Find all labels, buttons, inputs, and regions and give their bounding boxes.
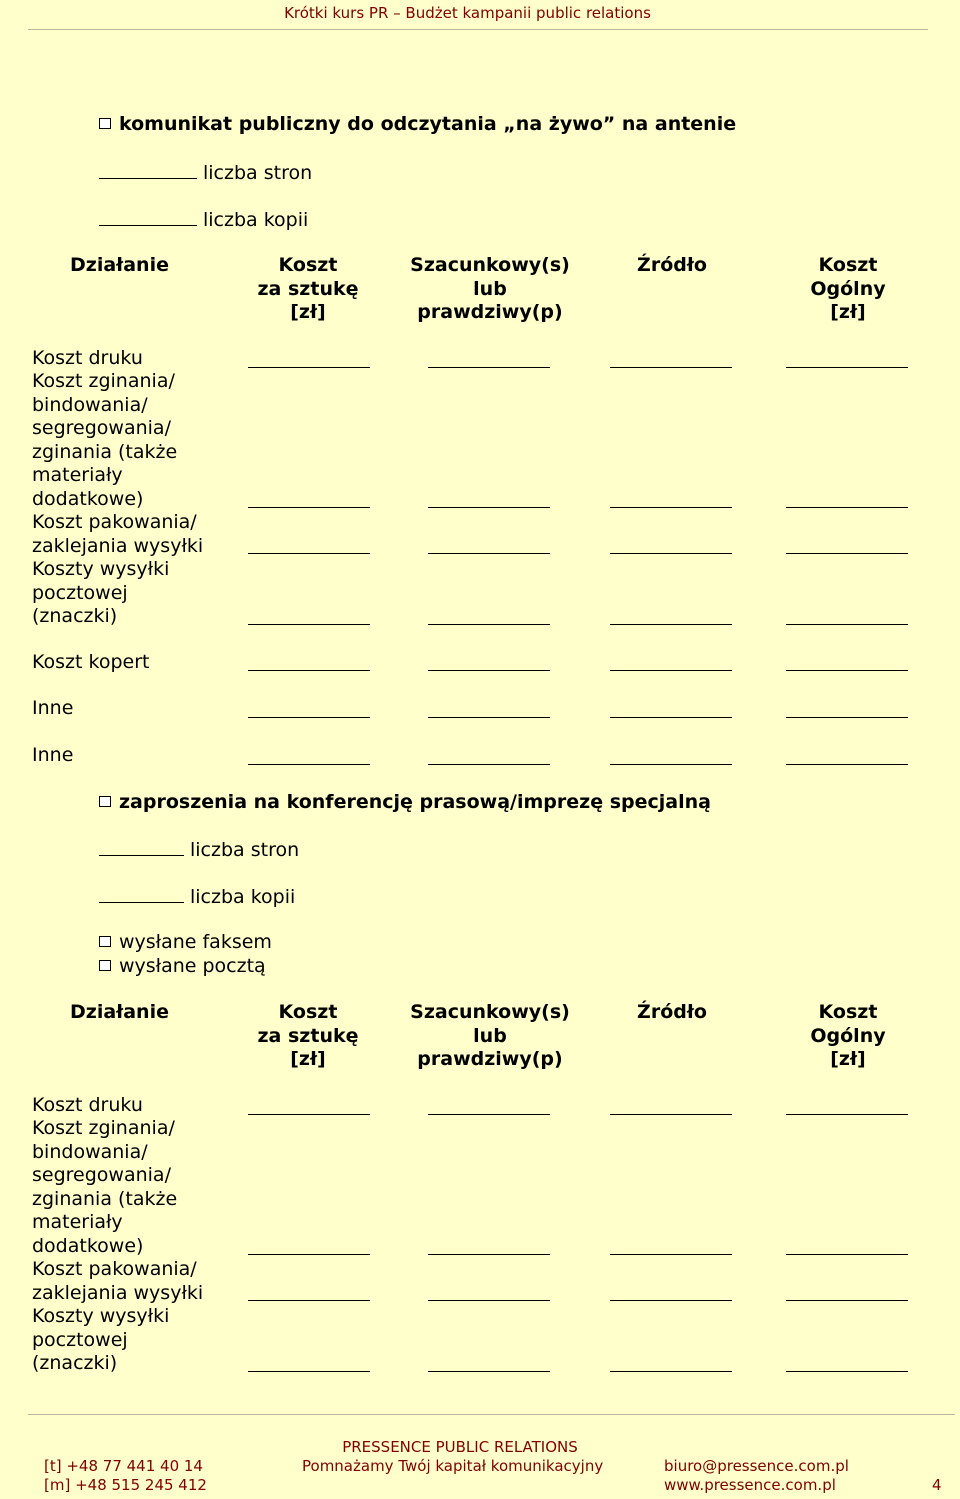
blank-input[interactable]: [610, 553, 732, 554]
row-label-line: Koszty wysyłki: [32, 1305, 170, 1327]
fax-option-label: wysłane faksem: [119, 931, 272, 953]
pages-label: liczba stron: [203, 162, 313, 184]
row-label-line: Koszt zginania/: [32, 1117, 175, 1139]
row-label-line: dodatkowe): [32, 487, 144, 510]
pages-input[interactable]: [99, 160, 197, 179]
row-label-line: bindowania/: [32, 393, 148, 416]
header-estimate-line: Szacunkowy(s): [410, 1001, 570, 1023]
copies-input[interactable]: [99, 207, 197, 226]
blank-input[interactable]: [610, 1254, 732, 1255]
header-unit-cost-line: Koszt: [278, 254, 338, 276]
header-estimate: [400, 1001, 580, 1072]
row-label-line: Koszt pakowania/: [32, 1258, 197, 1280]
blank-input[interactable]: [248, 1300, 370, 1301]
row-packing-cost: [32, 1258, 203, 1305]
blank-input[interactable]: [428, 670, 550, 671]
blank-input[interactable]: [428, 507, 550, 508]
mail-option-label: wysłane pocztą: [119, 955, 266, 977]
blank-input[interactable]: [786, 670, 908, 671]
blank-input[interactable]: [428, 553, 550, 554]
blank-input[interactable]: [248, 670, 370, 671]
pages-field-row: [99, 837, 299, 861]
header-total-cost-line: [zł]: [830, 301, 866, 323]
header-unit-cost-line: [zł]: [290, 1048, 326, 1070]
pages-input[interactable]: [99, 837, 184, 856]
row-label-line: (znaczki): [32, 605, 118, 627]
blank-input[interactable]: [248, 507, 370, 508]
row-label-line: segregowania/: [32, 1164, 171, 1186]
blank-input[interactable]: [610, 670, 732, 671]
blank-input[interactable]: [786, 1114, 908, 1115]
blank-input[interactable]: [428, 367, 550, 368]
copies-field-row: [99, 884, 295, 908]
row-packing-cost: [32, 511, 203, 558]
blank-input[interactable]: [248, 717, 370, 718]
checkbox[interactable]: [99, 796, 111, 807]
checkbox[interactable]: [99, 960, 111, 971]
blank-input[interactable]: [428, 1300, 550, 1301]
blank-input[interactable]: [428, 1254, 550, 1255]
row-label-line: dodatkowe): [32, 1234, 144, 1257]
section1-title-row: [99, 113, 736, 135]
blank-input[interactable]: [786, 367, 908, 368]
row-label-line: pocztowej: [32, 581, 128, 604]
footer-divider: [28, 1414, 955, 1415]
header-unit-cost: [248, 1001, 368, 1072]
header-estimate-line: Szacunkowy(s): [410, 254, 570, 276]
row-envelope-cost: Koszt kopert: [32, 651, 150, 673]
header-total-cost-line: Ogólny: [810, 1024, 886, 1047]
pages-field-row: [99, 160, 312, 184]
copies-label: liczba kopii: [190, 886, 296, 908]
row-print-cost: Koszt druku: [32, 347, 143, 369]
row-label-line: pocztowej: [32, 1328, 128, 1351]
row-label-line: zginania (także: [32, 1187, 178, 1210]
blank-input[interactable]: [248, 367, 370, 368]
blank-input[interactable]: [428, 717, 550, 718]
row-label-line: zaklejania wysyłki: [32, 1281, 204, 1304]
blank-input[interactable]: [248, 1254, 370, 1255]
row-other-2: Inne: [32, 744, 74, 766]
blank-input[interactable]: [610, 717, 732, 718]
row-label-line: zginania (także: [32, 440, 178, 463]
footer-website[interactable]: www.pressence.com.pl: [664, 1476, 836, 1494]
blank-input[interactable]: [428, 624, 550, 625]
header-estimate-line: prawdziwy(p): [417, 301, 563, 323]
blank-input[interactable]: [786, 1371, 908, 1372]
blank-input[interactable]: [610, 1114, 732, 1115]
header-unit-cost-line: za sztukę: [257, 1024, 359, 1047]
header-source: Źródło: [637, 254, 707, 276]
row-folding-cost: [32, 370, 177, 511]
header-estimate-line: lub: [473, 1024, 507, 1047]
blank-input[interactable]: [786, 624, 908, 625]
row-label-line: Koszt zginania/: [32, 370, 175, 392]
row-label-line: segregowania/: [32, 417, 171, 439]
checkbox[interactable]: [99, 936, 111, 947]
blank-input[interactable]: [786, 717, 908, 718]
header-estimate: [400, 254, 580, 325]
mail-option-row: [99, 955, 266, 977]
blank-input[interactable]: [610, 1300, 732, 1301]
header-unit-cost-line: [zł]: [290, 301, 326, 323]
row-folding-cost: [32, 1117, 177, 1258]
blank-input[interactable]: [248, 1114, 370, 1115]
footer-email[interactable]: biuro@pressence.com.pl: [664, 1457, 849, 1475]
blank-input[interactable]: [610, 1371, 732, 1372]
footer-mobile: [m] +48 515 245 412: [44, 1476, 207, 1494]
copies-label: liczba kopii: [203, 209, 309, 231]
blank-input[interactable]: [610, 764, 732, 765]
header-total-cost: [788, 254, 908, 325]
header-estimate-line: prawdziwy(p): [417, 1048, 563, 1070]
header-unit-cost-line: Koszt: [278, 1001, 338, 1023]
row-label-line: (znaczki): [32, 1352, 118, 1374]
copies-input[interactable]: [99, 884, 184, 903]
blank-input[interactable]: [610, 507, 732, 508]
row-label-line: Koszt pakowania/: [32, 511, 197, 533]
row-postage-cost: [32, 1305, 169, 1376]
blank-input[interactable]: [428, 764, 550, 765]
blank-input[interactable]: [786, 553, 908, 554]
blank-input[interactable]: [428, 1371, 550, 1372]
blank-input[interactable]: [248, 624, 370, 625]
footer-phone: [t] +48 77 441 40 14: [44, 1457, 203, 1475]
section2-title-row: [99, 791, 711, 813]
row-label-line: materiały: [32, 464, 123, 486]
row-label-line: materiały: [32, 1211, 123, 1233]
header-action: Działanie: [70, 1001, 169, 1023]
row-label-line: zaklejania wysyłki: [32, 534, 204, 557]
blank-input[interactable]: [610, 624, 732, 625]
footer-slogan: Pomnażamy Twój kapitał komunikacyjny: [302, 1457, 604, 1475]
blank-input[interactable]: [610, 367, 732, 368]
blank-input[interactable]: [248, 1371, 370, 1372]
header-total-cost-line: [zł]: [830, 1048, 866, 1070]
header-action: Działanie: [70, 254, 169, 276]
copies-field-row: [99, 207, 308, 231]
header-total-cost: [788, 1001, 908, 1072]
page-number: 4: [932, 1476, 942, 1494]
section2-title: zaproszenia na konferencję prasową/imprezę specjalną: [119, 791, 711, 813]
blank-input[interactable]: [248, 764, 370, 765]
header-total-cost-line: Koszt: [818, 254, 878, 276]
row-print-cost: Koszt druku: [32, 1094, 143, 1116]
section1-title: komunikat publiczny do odczytania „na żywo” na antenie: [119, 113, 737, 135]
blank-input[interactable]: [786, 1300, 908, 1301]
header-unit-cost: [248, 254, 368, 325]
header-total-cost-line: Ogólny: [810, 277, 886, 300]
pages-label: liczba stron: [190, 839, 300, 861]
header-divider: [28, 29, 928, 30]
blank-input[interactable]: [786, 764, 908, 765]
blank-input[interactable]: [428, 1114, 550, 1115]
blank-input[interactable]: [248, 553, 370, 554]
blank-input[interactable]: [786, 507, 908, 508]
row-label-line: bindowania/: [32, 1140, 148, 1163]
header-source: Źródło: [637, 1001, 707, 1023]
row-label-line: Koszty wysyłki: [32, 558, 170, 580]
footer-company: PRESSENCE PUBLIC RELATIONS: [342, 1438, 578, 1456]
header-total-cost-line: Koszt: [818, 1001, 878, 1023]
fax-option-row: [99, 931, 272, 953]
checkbox[interactable]: [99, 118, 111, 129]
row-postage-cost: [32, 558, 169, 629]
page-header: Krótki kurs PR – Budżet kampanii public relations: [284, 4, 651, 22]
blank-input[interactable]: [786, 1254, 908, 1255]
row-other-1: Inne: [32, 697, 74, 719]
header-unit-cost-line: za sztukę: [257, 277, 359, 300]
header-estimate-line: lub: [473, 277, 507, 300]
